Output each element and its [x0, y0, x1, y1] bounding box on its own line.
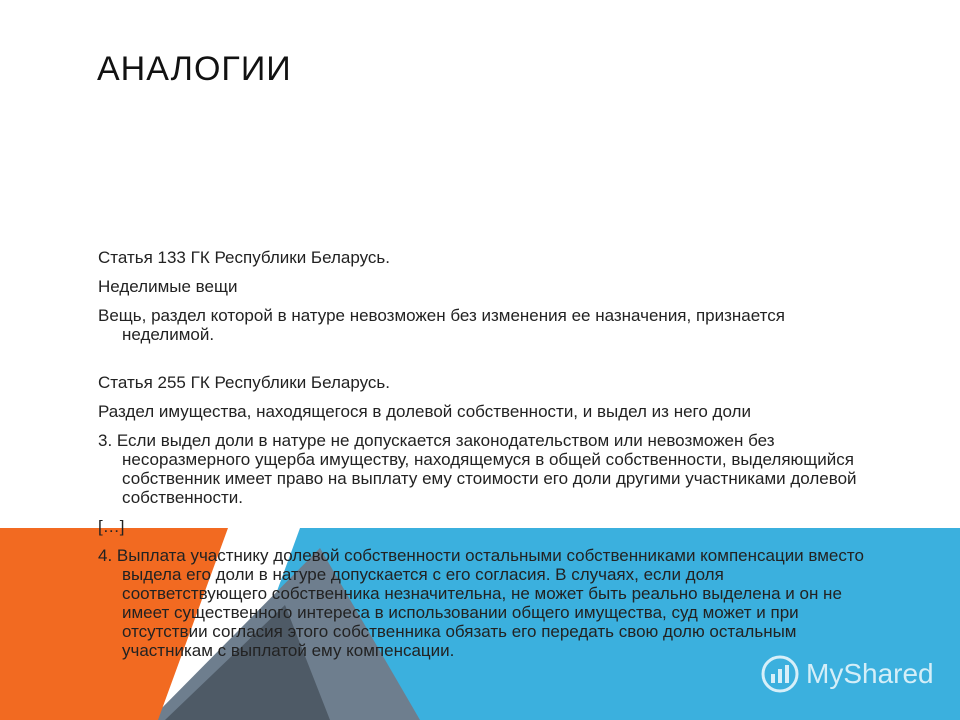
ellipsis-text: […] — [98, 517, 125, 536]
indivisible-things-heading: Неделимые вещи — [98, 277, 238, 296]
myshared-logo-icon — [760, 654, 800, 694]
article-133-heading: Статья 133 ГК Республики Беларусь. — [98, 248, 391, 267]
clause-3-text: 3. Если выдел доли в натуре не допускается законодательством или невозможен без несоразмерного ущерба имуществу, находящемуся в общей собственности, выделяющийся собственник имеет право на выплату ему стоимости его доли другими участниками долевой собственности. — [98, 431, 857, 507]
division-property-heading: Раздел имущества, находящегося в долевой собственности, и выдел из него доли — [98, 402, 751, 421]
indivisible-definition-text: Вещь, раздел которой в натуре невозможен без изменения ее назначения, признается неделимой. — [98, 306, 785, 344]
watermark-text: MyShared — [806, 658, 934, 689]
slide-content — [98, 248, 868, 660]
slide-title: АНАЛОГИИ — [97, 50, 292, 88]
myshared-watermark — [760, 654, 934, 694]
clause-4-text: 4. Выплата участнику долевой собственности остальными собственниками компенсации вместо выдела его доли в натуре допускается с его согласия. В случаях, если доля соответствующего собственника незначительна, не может быть реально выделена и он не имеет существенного интереса в использовании общего имущества, суд может и при отсутствии согласия этого собственника обязать его передать свою долю остальным участникам с выплатой ему компенсации. — [98, 546, 864, 660]
article-255-heading: Статья 255 ГК Республики Беларусь. — [98, 373, 391, 392]
